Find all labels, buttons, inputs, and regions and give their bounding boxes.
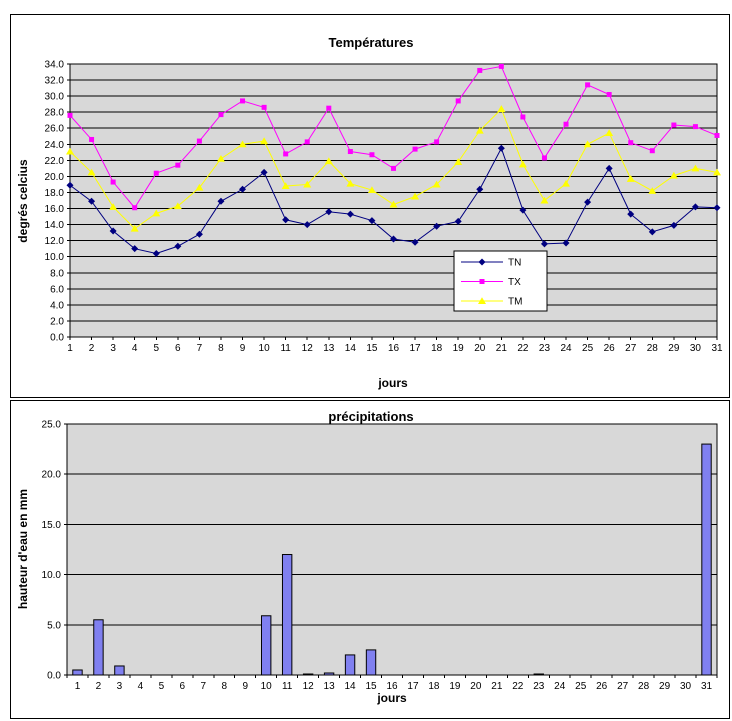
- y-tick-label: 28.0: [44, 107, 64, 119]
- square-marker: [542, 155, 547, 160]
- x-tick-label: 19: [449, 681, 461, 692]
- x-tick-label: 29: [659, 681, 671, 692]
- square-marker: [499, 64, 504, 69]
- y-axis-title: hauteur d'eau en mm: [16, 488, 30, 610]
- x-tick-label: 7: [200, 681, 207, 692]
- x-tick-label: 3: [110, 343, 116, 354]
- x-tick-label: 12: [301, 343, 313, 354]
- x-tick-label: 16: [386, 681, 398, 692]
- square-marker: [348, 149, 353, 154]
- x-tick-label: 9: [242, 681, 249, 692]
- y-tick-label: 20.0: [44, 171, 64, 183]
- y-tick-label: 25.0: [41, 419, 61, 431]
- x-tick-label: 12: [302, 681, 314, 692]
- y-tick-label: 8.0: [50, 268, 64, 280]
- y-tick-label: 5.0: [47, 620, 61, 632]
- y-tick-label: 2.0: [50, 316, 64, 328]
- y-axis-title: degrés celcius: [16, 159, 30, 243]
- square-marker: [154, 171, 159, 176]
- x-tick-label: 10: [260, 681, 272, 692]
- x-tick-label: 17: [407, 681, 419, 692]
- x-tick-label: 15: [366, 343, 378, 354]
- x-tick-label: 3: [116, 681, 123, 692]
- square-marker: [477, 68, 482, 73]
- x-tick-label: 31: [711, 343, 723, 354]
- legend-label-tm: TM: [508, 296, 523, 308]
- x-tick-label: 22: [517, 343, 529, 354]
- x-tick-label: 13: [323, 681, 335, 692]
- square-marker: [326, 106, 331, 111]
- bar-day-10: [261, 616, 270, 675]
- square-marker: [480, 279, 485, 284]
- square-marker: [607, 92, 612, 97]
- x-tick-label: 11: [281, 681, 293, 692]
- temperature-chart-frame[interactable]: [10, 14, 730, 398]
- plot-area: [70, 64, 717, 337]
- square-marker: [585, 82, 590, 87]
- x-tick-label: 28: [646, 343, 658, 354]
- x-tick-label: 26: [596, 681, 608, 692]
- x-tick-label: 31: [700, 681, 713, 692]
- square-marker: [218, 112, 223, 117]
- x-tick-label: 25: [575, 681, 587, 692]
- x-tick-label: 14: [344, 681, 356, 692]
- square-marker: [456, 98, 461, 103]
- square-marker: [413, 147, 418, 152]
- square-marker: [262, 105, 267, 110]
- square-marker: [175, 163, 180, 168]
- y-tick-label: 0.0: [47, 670, 61, 682]
- y-tick-label: 4.0: [50, 300, 64, 312]
- y-tick-label: 20.0: [41, 469, 61, 481]
- x-axis-title: jours: [378, 376, 408, 390]
- square-marker: [111, 180, 116, 185]
- x-tick-label: 21: [491, 681, 503, 692]
- legend-label-tn: TN: [508, 257, 522, 269]
- x-tick-label: 20: [474, 343, 486, 354]
- x-tick-label: 13: [323, 343, 335, 354]
- x-tick-label: 2: [88, 343, 95, 354]
- x-tick-label: 6: [175, 343, 181, 354]
- y-tick-label: 34.0: [44, 59, 64, 71]
- y-tick-label: 24.0: [44, 139, 64, 151]
- y-tick-label: 14.0: [44, 220, 64, 232]
- x-tick-label: 27: [625, 343, 637, 354]
- x-tick-label: 16: [387, 343, 400, 354]
- square-marker: [68, 113, 73, 118]
- square-marker: [564, 122, 569, 127]
- y-tick-label: 10.0: [41, 570, 61, 582]
- x-tick-label: 30: [689, 343, 701, 354]
- bar-day-11: [282, 555, 291, 675]
- x-tick-label: 18: [431, 343, 443, 354]
- bar-day-1: [73, 670, 82, 675]
- x-tick-label: 24: [560, 343, 572, 354]
- y-tick-label: 10.0: [44, 252, 64, 264]
- x-tick-label: 8: [218, 343, 224, 354]
- bar-day-3: [115, 666, 124, 675]
- x-tick-label: 15: [365, 681, 377, 692]
- x-tick-label: 2: [95, 681, 102, 692]
- x-tick-label: 5: [158, 681, 165, 692]
- square-marker: [283, 151, 288, 156]
- square-marker: [650, 148, 655, 153]
- bar-day-23: [534, 674, 543, 675]
- legend[interactable]: [454, 251, 547, 311]
- x-tick-label: 4: [137, 681, 144, 692]
- bar-day-15: [366, 650, 375, 675]
- x-tick-label: 24: [554, 681, 566, 692]
- x-tick-label: 8: [221, 681, 228, 692]
- x-tick-label: 26: [603, 343, 615, 354]
- x-tick-label: 6: [179, 681, 186, 692]
- y-tick-label: 26.0: [44, 123, 64, 135]
- x-tick-label: 28: [638, 681, 650, 692]
- x-tick-label: 18: [428, 681, 440, 692]
- y-tick-label: 30.0: [44, 91, 64, 103]
- square-marker: [520, 114, 525, 119]
- bar-day-12: [303, 674, 312, 675]
- x-tick-label: 22: [512, 681, 524, 692]
- y-tick-label: 16.0: [44, 204, 64, 216]
- y-tick-label: 22.0: [44, 155, 64, 167]
- x-tick-label: 7: [196, 343, 203, 354]
- square-marker: [369, 152, 374, 157]
- y-tick-label: 12.0: [44, 236, 64, 248]
- square-marker: [715, 133, 720, 138]
- chart-title: Températures: [328, 35, 414, 50]
- x-tick-label: 17: [409, 343, 421, 354]
- square-marker: [197, 139, 202, 144]
- square-marker: [693, 124, 698, 129]
- precipitation-chart: [11, 401, 729, 718]
- x-tick-label: 23: [538, 343, 551, 354]
- bar-day-31: [702, 444, 711, 675]
- x-tick-label: 19: [452, 343, 464, 354]
- precipitation-chart-frame[interactable]: [10, 400, 730, 719]
- x-tick-label: 29: [668, 343, 680, 354]
- x-tick-label: 5: [153, 343, 160, 354]
- x-tick-label: 23: [533, 681, 545, 692]
- x-tick-label: 27: [617, 681, 629, 692]
- x-tick-label: 1: [67, 343, 73, 354]
- square-marker: [305, 139, 310, 144]
- x-tick-label: 9: [239, 343, 246, 354]
- square-marker: [132, 205, 137, 210]
- x-tick-label: 21: [495, 343, 507, 354]
- square-marker: [628, 140, 633, 145]
- y-tick-label: 0.0: [50, 332, 64, 344]
- plot-area: [67, 424, 717, 675]
- x-tick-label: 25: [582, 343, 594, 354]
- square-marker: [240, 98, 245, 103]
- bar-day-13: [324, 673, 333, 675]
- square-marker: [89, 137, 94, 142]
- bar-day-2: [94, 620, 103, 675]
- x-tick-label: 10: [258, 343, 270, 354]
- square-marker: [671, 123, 676, 128]
- bar-day-14: [345, 655, 354, 675]
- x-tick-label: 20: [470, 681, 482, 692]
- y-tick-label: 18.0: [44, 187, 64, 199]
- x-tick-label: 30: [679, 681, 692, 692]
- x-axis-title: jours: [377, 691, 407, 705]
- y-tick-label: 15.0: [41, 519, 61, 531]
- y-tick-label: 32.0: [44, 75, 64, 87]
- x-tick-label: 1: [74, 681, 81, 692]
- chart-title: précipitations: [328, 409, 414, 424]
- x-tick-label: 14: [344, 343, 356, 354]
- square-marker: [434, 139, 439, 144]
- square-marker: [391, 166, 396, 171]
- x-tick-label: 4: [131, 343, 138, 354]
- temperature-chart: [11, 15, 729, 397]
- legend-label-tx: TX: [508, 277, 521, 288]
- y-tick-label: 6.0: [50, 284, 64, 296]
- x-tick-label: 11: [280, 343, 291, 354]
